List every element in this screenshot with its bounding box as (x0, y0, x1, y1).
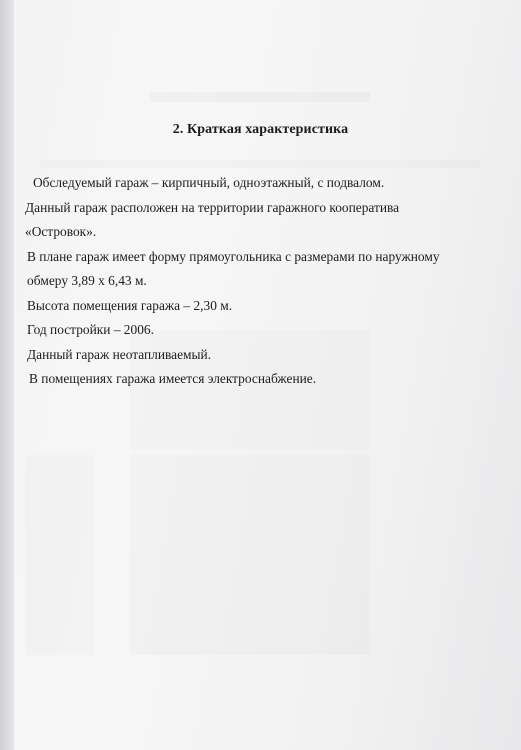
show-through-block (130, 455, 370, 655)
show-through-block (25, 455, 95, 655)
text-line: В плане гараж имеет форму прямоугольника с размерами по наружному (27, 249, 440, 264)
show-through-block (40, 160, 480, 168)
text-line: В помещениях гаража имеется электроснабжение. (29, 371, 317, 386)
page-edge-shadow (0, 0, 14, 750)
section-heading: 2. Краткая характеристика (172, 122, 349, 137)
text-line: Высота помещения гаража – 2,30 м. (27, 298, 233, 313)
text-line: Данный гараж расположен на территории гаражного кооператива (25, 200, 400, 215)
text-line: Год постройки – 2006. (27, 322, 154, 337)
show-through-block (150, 92, 370, 102)
text-line: Обследуемый гараж – кирпичный, одноэтажный, с подвалом. (33, 175, 385, 190)
text-line: «Островок». (25, 224, 97, 239)
text-line: обмеру 3,89 х 6,43 м. (27, 273, 147, 288)
text-line: Данный гараж неотапливаемый. (27, 347, 212, 362)
